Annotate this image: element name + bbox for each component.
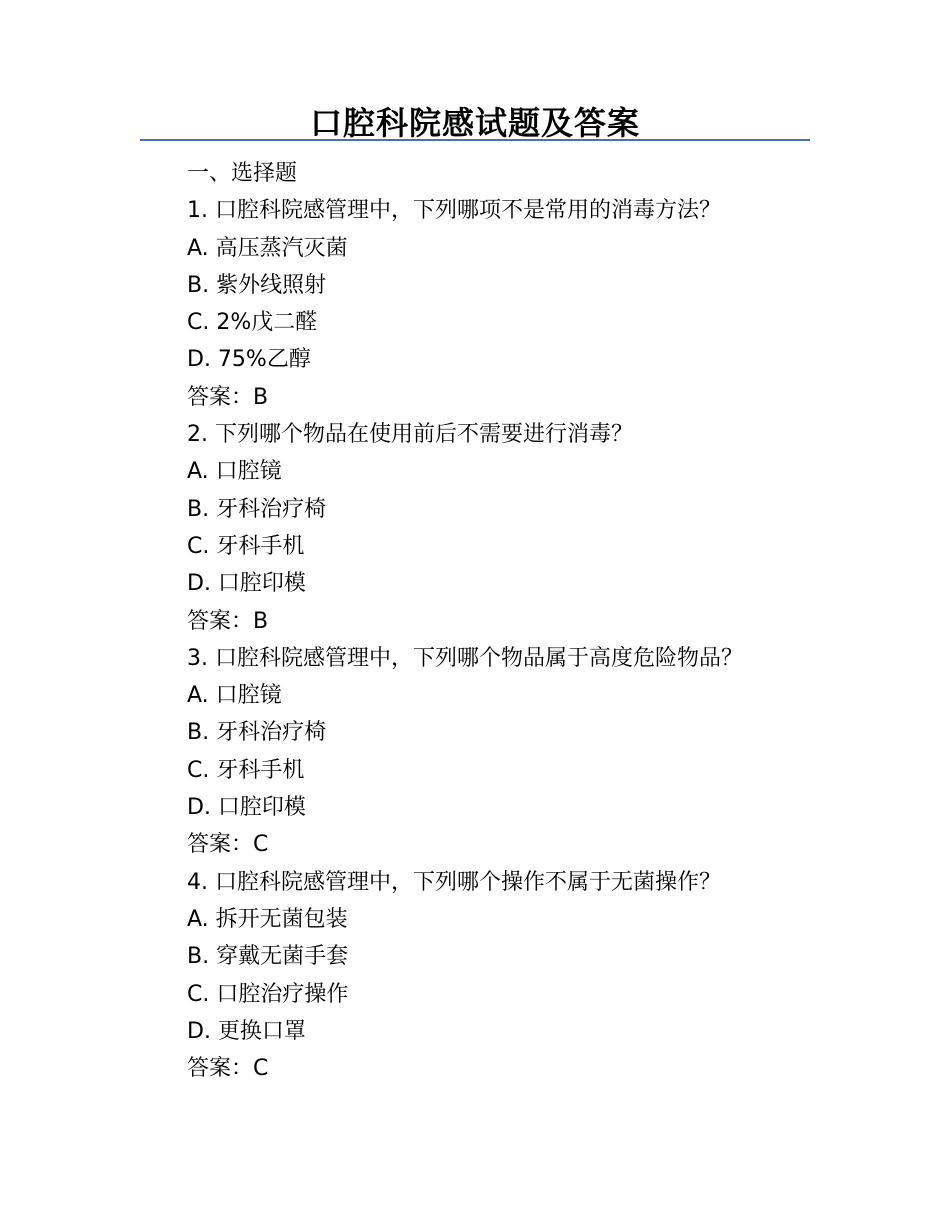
question-block-3: [187, 640, 867, 864]
option-a: A. 高压蒸汽灭菌: [187, 235, 348, 261]
question-block-2: [187, 416, 867, 640]
option-d: D. 75%乙醇: [187, 347, 311, 373]
option-d: D. 更换口罩: [187, 1018, 306, 1044]
answer-text: 答案：B: [187, 608, 269, 634]
option-b: B. 牙科治疗椅: [187, 496, 327, 522]
option-b: B. 紫外线照射: [187, 272, 327, 298]
option-a: A. 口腔镜: [187, 459, 282, 485]
option-c: C. 牙科手机: [187, 757, 305, 783]
answer-text: 答案：C: [187, 832, 269, 858]
option-b: B. 牙科治疗椅: [187, 720, 327, 746]
option-b: B. 穿戴无菌手套: [187, 944, 349, 970]
question-block-4: [187, 864, 867, 1088]
question-text: 3. 口腔科院感管理中，下列哪个物品属于高度危险物品？: [187, 645, 743, 671]
option-c: C. 2%戊二醛: [187, 310, 318, 336]
option-a: A. 拆开无菌包装: [187, 906, 348, 932]
question-text: 1. 口腔科院感管理中，下列哪项不是常用的消毒方法？: [187, 198, 721, 224]
document-body: [187, 155, 867, 1087]
section-heading: 一、选择题: [187, 161, 298, 186]
answer-text: 答案：B: [187, 384, 269, 410]
question-block-1: [187, 192, 867, 416]
question-text: 2. 下列哪个物品在使用前后不需要进行消毒？: [187, 422, 633, 448]
option-c: C. 牙科手机: [187, 533, 305, 559]
title-underline: [140, 139, 810, 141]
answer-text: 答案：C: [187, 1056, 269, 1082]
document-title: 口腔科院感试题及答案: [309, 104, 640, 142]
option-d: D. 口腔印模: [187, 571, 306, 597]
option-c: C. 口腔治疗操作: [187, 981, 349, 1007]
option-d: D. 口腔印模: [187, 795, 306, 821]
option-a: A. 口腔镜: [187, 683, 282, 709]
question-text: 4. 口腔科院感管理中，下列哪个操作不属于无菌操作？: [187, 869, 721, 895]
